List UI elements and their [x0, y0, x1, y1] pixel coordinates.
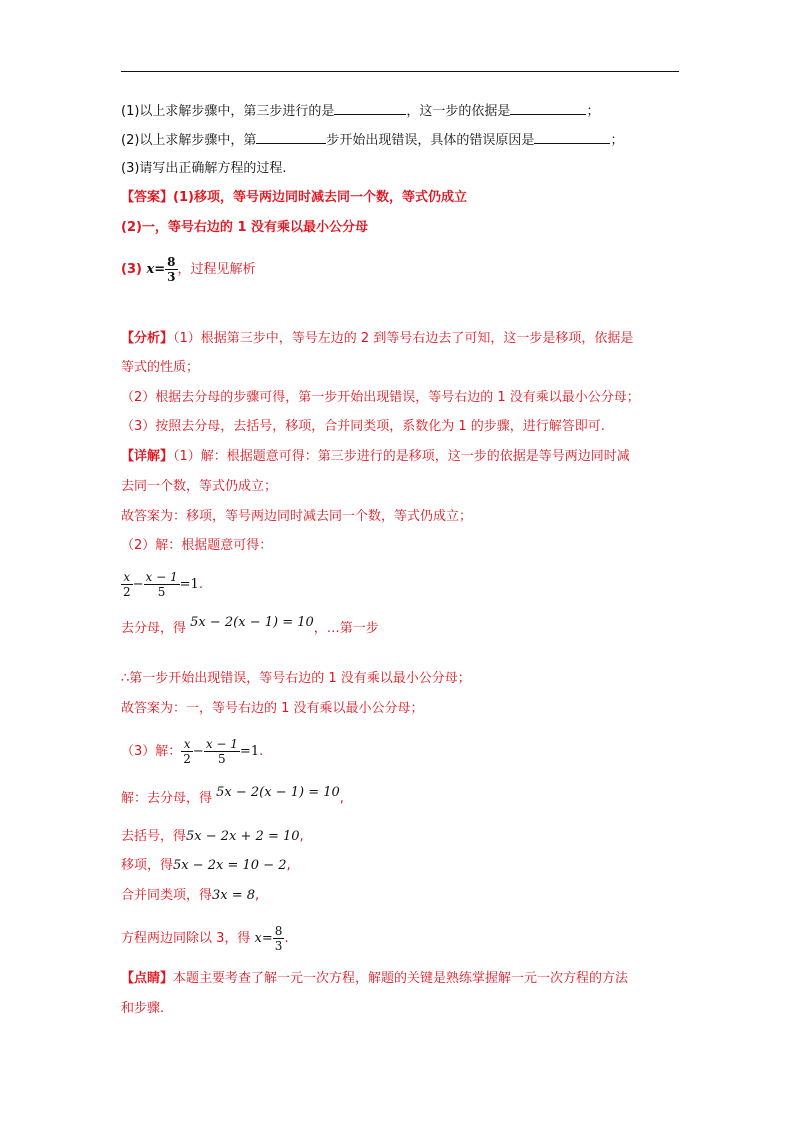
math-comma: , [339, 791, 344, 806]
fraction-denominator: 2 [123, 585, 131, 599]
answer-blank [256, 131, 326, 144]
solution-5-prefix: 方程两边同除以 3，得 [121, 931, 251, 946]
equation-step-3: 5x − 2x = 10 − 2 [173, 858, 287, 873]
answer-3-prefix: (3) [121, 262, 142, 277]
fraction-denominator: 2 [183, 752, 191, 766]
comment-text-1: 本题主要考查了解一元一次方程，解题的关键是熟练掌握解一元一次方程的方法 [173, 971, 629, 986]
step-1-suffix: ，…第一步 [313, 621, 379, 636]
fraction-numerator: x − 1 [145, 570, 178, 584]
fraction-denominator: 3 [274, 939, 283, 953]
math-equals: = [179, 577, 191, 592]
solution-4-prefix: 合并同类项，得 [121, 888, 213, 903]
fraction-x-over-2 [121, 570, 133, 599]
solution-1-prefix: 解：去分母，得 [121, 791, 213, 806]
solution-step-3 [121, 857, 291, 875]
math-x: x [254, 931, 262, 946]
analysis-tag: 【分析】 [121, 331, 174, 346]
answer-line-3 [121, 255, 256, 284]
question-2-mid: 步开始出现错误，具体的错误原因是 [326, 133, 535, 148]
detail-tag: 【详解】 [121, 449, 174, 464]
math-one: 1 [250, 744, 260, 759]
question-2-end: ； [610, 133, 624, 148]
math-minus: − [132, 577, 144, 592]
math-comma: , [299, 829, 304, 844]
analysis-line-1b: 等式的性质； [121, 360, 200, 375]
math-comma: , [286, 858, 291, 873]
part-3-prefix: （3）解： [121, 744, 182, 759]
solution-step-1 [121, 785, 344, 808]
detail-line-5: 故答案为：一，等号右边的 1 没有乘以最小公分母； [121, 701, 424, 716]
fraction-numerator: x [123, 570, 131, 584]
comment-line-1 [121, 970, 628, 988]
answer-blank [534, 131, 610, 144]
equation-step-4: 3x = 8 [212, 888, 256, 903]
question-1-text: (1)以上求解步骤中，第三步进行的是 [121, 104, 335, 119]
equation-step-1: 5x − 2(x − 1) = 10 [216, 785, 340, 800]
math-comma: , [255, 888, 260, 903]
solution-step-5 [121, 924, 289, 953]
header-rule [121, 71, 679, 72]
analysis-line-3: （3）按照去分母，去括号，移项，合并同类项，系数化为 1 的步骤，进行解答即可. [121, 419, 605, 434]
fraction-numerator: 8 [167, 255, 176, 269]
comment-line-2: 和步骤. [121, 1001, 165, 1016]
answer-blank [334, 102, 406, 115]
fraction-denominator: 5 [144, 584, 180, 599]
fraction-numerator: x − 1 [205, 737, 238, 751]
math-equals: = [239, 744, 251, 759]
fraction-x-minus-1-over-5 [144, 570, 180, 599]
solution-step-2 [121, 828, 304, 846]
fraction-denominator: 5 [204, 751, 240, 766]
fraction-numerator: 8 [274, 924, 283, 938]
answer-line-1 [121, 189, 467, 207]
fraction-x-over-2 [181, 737, 193, 766]
detail-line-1b: 去同一个数，等式仍成立； [121, 479, 278, 494]
math-minus: − [192, 744, 204, 759]
detail-part-3 [121, 737, 263, 766]
math-one: 1 [190, 577, 199, 592]
fraction-x-minus-1-over-5 [204, 737, 240, 766]
analysis-line-2: （2）根据去分母的步骤可得，第一步开始出现错误，等号右边的 1 没有乘以最小公分母； [121, 390, 640, 405]
answer-blank [510, 102, 586, 115]
solution-3-prefix: 移项，得 [121, 858, 174, 873]
question-1-mid: ，这一步的依据是 [406, 104, 511, 119]
answer-tag: 【答案】 [121, 190, 174, 205]
analysis-text-1: （1）根据第三步中，等号左边的 2 到等号右边去了可知，这一步是移项，依据是 [173, 331, 634, 346]
question-3: (3)请写出正确解方程的过程. [121, 161, 287, 176]
analysis-line-1 [121, 330, 633, 348]
detail-line-1 [121, 448, 630, 466]
question-2-text: (2)以上求解步骤中，第 [121, 133, 257, 148]
math-period: . [284, 931, 289, 946]
equation-step-1: 5x − 2(x − 1) = 10 [190, 615, 314, 630]
detail-line-2: 故答案为：移项，等号两边同时减去同一个数，等式仍成立； [121, 509, 473, 524]
equation-original-a [121, 570, 203, 599]
answer-fraction [165, 255, 177, 284]
fraction-8-over-3 [273, 924, 285, 953]
question-2 [121, 131, 623, 150]
question-1 [121, 102, 599, 121]
fraction-numerator: x [183, 737, 191, 751]
solution-2-prefix: 去括号，得 [121, 829, 187, 844]
answer-text-1: (1)移项，等号两边同时减去同一个数，等式仍成立 [173, 190, 467, 205]
detail-text-1: （1）解：根据题意可得：第三步进行的是移项，这一步的依据是等号两边同时减 [173, 449, 630, 464]
math-period: . [259, 744, 264, 759]
math-equals: = [261, 931, 273, 946]
math-x: x [146, 262, 155, 277]
step-1-prefix: 去分母，得 [121, 621, 187, 636]
question-1-end: ； [586, 104, 600, 119]
detail-line-3: （2）解：根据题意可得： [121, 538, 273, 553]
comment-tag: 【点睛】 [121, 971, 174, 986]
answer-line-2: (2)一，等号右边的 1 没有乘以最小公分母 [121, 220, 369, 235]
detail-line-4: ∴第一步开始出现错误，等号右边的 1 没有乘以最小公分母； [121, 671, 471, 686]
solution-step-4 [121, 887, 259, 905]
fraction-denominator: 3 [167, 270, 176, 284]
math-period: . [198, 577, 203, 592]
answer-3-suffix: ，过程见解析 [177, 262, 256, 277]
equation-step-2: 5x − 2x + 2 = 10 [186, 829, 300, 844]
detail-step-1 [121, 615, 379, 638]
math-equals: = [154, 262, 166, 277]
